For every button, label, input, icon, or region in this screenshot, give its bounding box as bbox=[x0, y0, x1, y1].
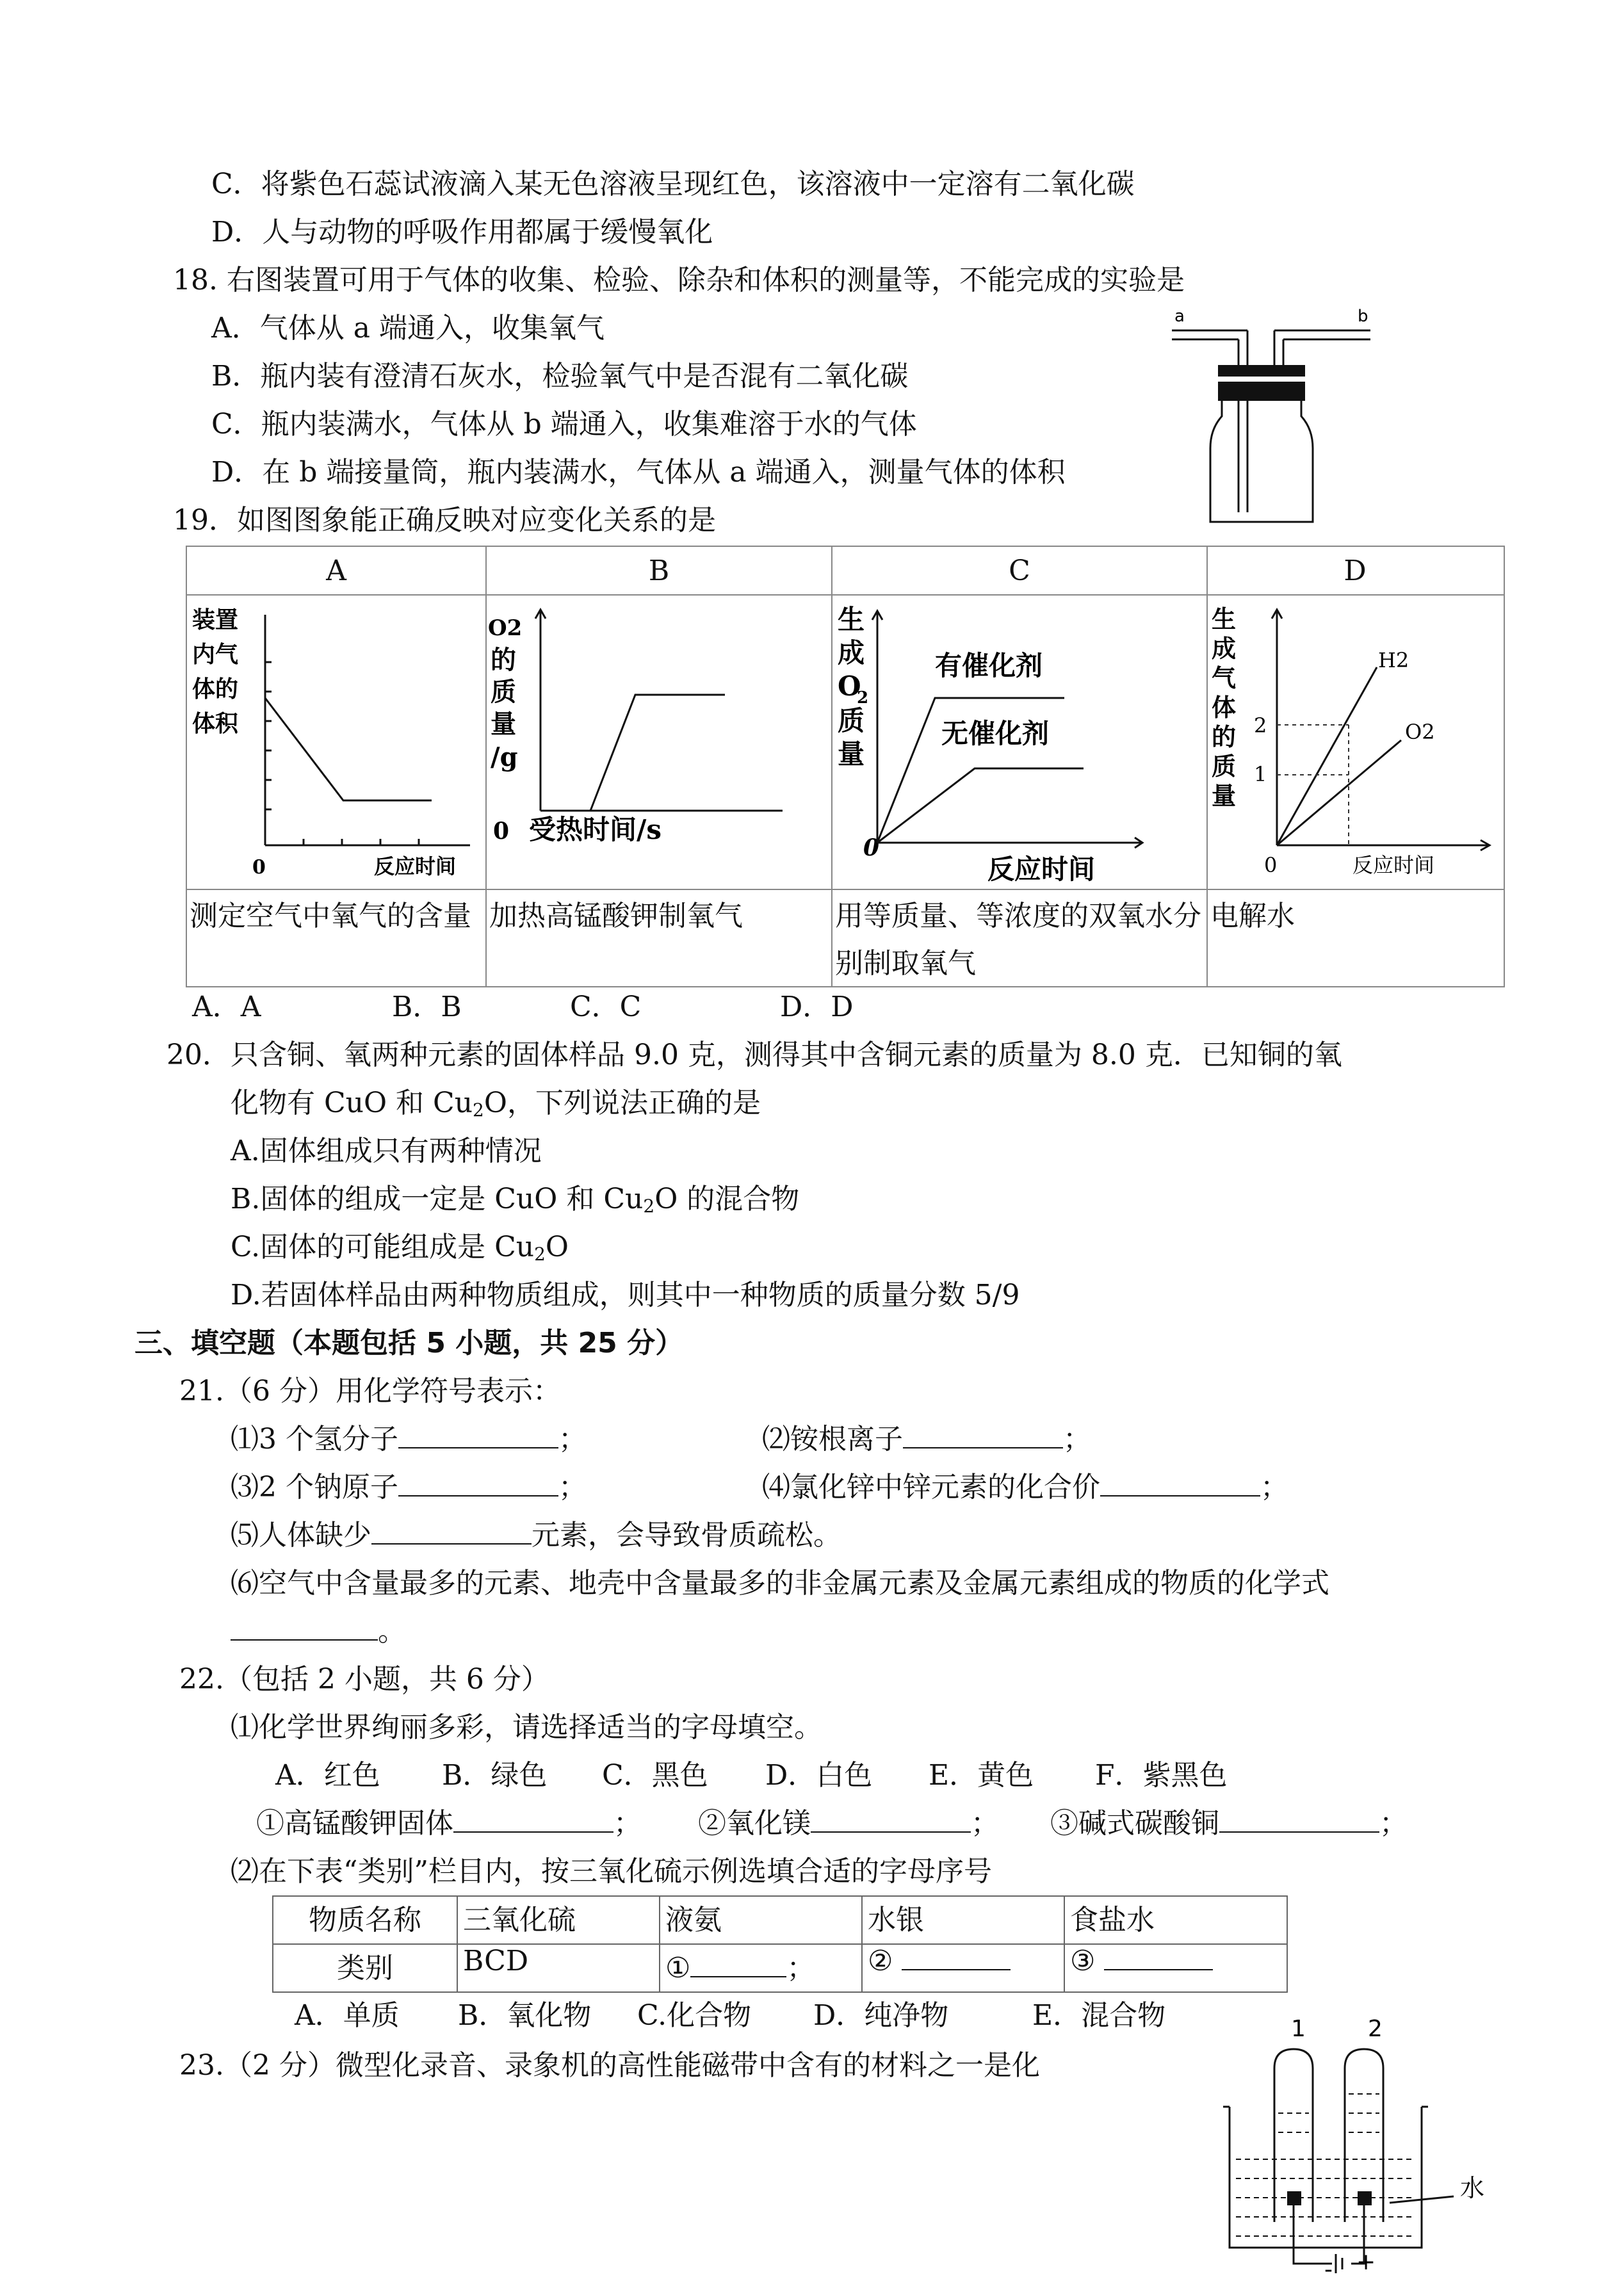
cat-option-d: D．纯净物 bbox=[813, 1999, 949, 2032]
graph-c bbox=[834, 596, 1206, 889]
cat-option-a: A．单质 bbox=[295, 1999, 400, 2032]
category-table bbox=[272, 1895, 1288, 1993]
graph-d bbox=[1209, 596, 1502, 889]
svg-text:有催化剂: 有催化剂 bbox=[935, 650, 1043, 681]
svg-text:反应时间: 反应时间 bbox=[987, 854, 1096, 885]
svg-text:-: - bbox=[1324, 2257, 1333, 2283]
answer-blank[interactable] bbox=[902, 1945, 1011, 1970]
svg-text:1: 1 bbox=[1254, 762, 1267, 786]
q22-fill-2: ②氧化镁 ； bbox=[698, 1807, 999, 1840]
svg-text:成: 成 bbox=[838, 637, 865, 669]
q22-part-2: ⑵在下表“类别”栏目内，按三氧化硫示例选填合适的字母序号 bbox=[231, 1855, 992, 1888]
svg-text:装置: 装置 bbox=[192, 606, 239, 633]
answer-blank[interactable] bbox=[903, 1423, 1063, 1448]
svg-text:量: 量 bbox=[838, 738, 865, 770]
q21-part-6: ⑹空气中含量最多的元素、地壳中含量最多的非金属元素及金属元素组成的物质的化学式 bbox=[231, 1567, 1329, 1600]
q17-option-d: D．人与动物的呼吸作用都属于缓慢氧化 bbox=[211, 216, 713, 248]
q21-part-1: ⑴3 个氢分子 ； bbox=[231, 1423, 587, 1456]
fig-label-a: a bbox=[1174, 307, 1185, 326]
q18-stem: 18. 右图装置可用于气体的收集、检验、除杂和体积的测量等，不能完成的实验是 bbox=[173, 264, 1185, 296]
table-cell: 食盐水 bbox=[1064, 1896, 1287, 1944]
q21-part-2: ⑵铵根离子 ； bbox=[762, 1423, 1091, 1456]
answer-blank[interactable] bbox=[1104, 1945, 1213, 1970]
answer-blank[interactable] bbox=[1219, 1807, 1379, 1833]
desc-d: 电解水 bbox=[1210, 900, 1295, 932]
table-cell-blank-3: ③ bbox=[1064, 1944, 1287, 1992]
q22-fill-3: ③碱式碳酸铜 ； bbox=[1050, 1807, 1408, 1840]
color-option-d: D．白色 bbox=[765, 1759, 873, 1792]
q22-stem: 22.（包括 2 小题，共 6 分） bbox=[179, 1663, 549, 1696]
svg-text:质: 质 bbox=[491, 677, 516, 707]
q21-part-4: ⑷氯化锌中锌元素的化合价 ； bbox=[762, 1471, 1288, 1504]
q20-option-b: B.固体的组成一定是 CuO 和 $Cu_2O$ 的混合物 bbox=[231, 1183, 800, 1217]
svg-text:的: 的 bbox=[491, 645, 516, 675]
svg-text:1: 1 bbox=[1291, 2016, 1306, 2042]
q21-part-6-answer: 。 bbox=[231, 1615, 406, 1648]
table-cell: 水银 bbox=[862, 1896, 1064, 1944]
q17-option-c: C．将紫色石蕊试液滴入某无色溶液呈现红色，该溶液中一定溶有二氧化碳 bbox=[211, 168, 1135, 200]
svg-text:/g: /g bbox=[491, 742, 518, 772]
desc-c: 用等质量、等浓度的双氧水分别制取氧气 bbox=[835, 900, 1201, 980]
desc-a: 测定空气中氧气的含量 bbox=[190, 900, 471, 932]
svg-text:体的: 体的 bbox=[192, 676, 239, 702]
svg-text:量: 量 bbox=[1212, 781, 1237, 810]
table-cell: 三氧化硫 bbox=[457, 1896, 660, 1944]
gas-bottle-figure bbox=[1165, 301, 1377, 534]
q18-option-c: C．瓶内装满水，气体从 b 端通入，收集难溶于水的气体 bbox=[211, 408, 917, 441]
svg-text:无催化剂: 无催化剂 bbox=[941, 718, 1050, 749]
svg-text:0: 0 bbox=[863, 834, 880, 861]
svg-text:+: + bbox=[1356, 2249, 1376, 2275]
svg-text:气: 气 bbox=[1212, 663, 1237, 692]
table-cell: 物质名称 bbox=[273, 1896, 457, 1944]
answer-blank[interactable] bbox=[690, 1952, 786, 1977]
svg-text:体: 体 bbox=[1212, 693, 1237, 722]
q19-option-d: D．D bbox=[780, 991, 854, 1023]
svg-text:的: 的 bbox=[1212, 722, 1237, 751]
col-header-a: A bbox=[326, 555, 346, 587]
section-3-title: 三、填空题（本题包括 5 小题，共 25 分） bbox=[134, 1327, 684, 1359]
table-cell-blank-2: ② bbox=[862, 1944, 1064, 1992]
q19-table bbox=[186, 546, 1505, 987]
svg-text:反应时间: 反应时间 bbox=[1352, 853, 1435, 877]
electrolysis-figure bbox=[1217, 2011, 1511, 2295]
svg-text:2: 2 bbox=[857, 688, 869, 708]
color-option-e: E．黄色 bbox=[929, 1759, 1034, 1792]
svg-text:质: 质 bbox=[838, 705, 865, 736]
answer-blank[interactable] bbox=[231, 1615, 378, 1641]
q20-stem-1: 20．只含铜、氧两种元素的固体样品 9.0 克，测得其中含铜元素的质量为 8.0 克．已知铜的氧 bbox=[166, 1039, 1342, 1071]
svg-text:反应时间: 反应时间 bbox=[374, 854, 457, 879]
color-option-f: F．紫黑色 bbox=[1095, 1759, 1228, 1792]
q20-option-d: D.若固体样品由两种物质组成，则其中一种物质的质量分数 5/9 bbox=[231, 1279, 1020, 1311]
answer-blank[interactable] bbox=[371, 1519, 532, 1545]
color-option-a: A．红色 bbox=[275, 1759, 380, 1792]
svg-text:受热时间/s: 受热时间/s bbox=[529, 814, 662, 845]
answer-blank[interactable] bbox=[453, 1807, 613, 1833]
svg-text:生: 生 bbox=[1212, 604, 1237, 633]
svg-text:2: 2 bbox=[1368, 2016, 1383, 2042]
table-cell-blank-1: ① ； bbox=[660, 1944, 862, 1992]
table-cell: 液氨 bbox=[660, 1896, 862, 1944]
svg-text:内气: 内气 bbox=[192, 641, 239, 668]
svg-text:质: 质 bbox=[1212, 752, 1237, 781]
col-header-c: C bbox=[1009, 555, 1030, 587]
q18-option-b: B．瓶内装有澄清石灰水，检验氧气中是否混有二氧化碳 bbox=[211, 360, 909, 393]
svg-text:O2: O2 bbox=[1405, 720, 1435, 744]
q20-option-a: A.固体组成只有两种情况 bbox=[231, 1135, 542, 1167]
answer-blank[interactable] bbox=[811, 1807, 971, 1833]
graph-a bbox=[188, 596, 485, 889]
cat-option-c: C.化合物 bbox=[637, 1999, 752, 2032]
q18-option-a: A．气体从 a 端通入，收集氧气 bbox=[211, 312, 605, 345]
table-cell: BCD bbox=[457, 1944, 660, 1992]
graph-b bbox=[488, 596, 831, 889]
q23-stem: 23.（2 分）微型化录音、录象机的高性能磁带中含有的材料之一是化 bbox=[179, 2049, 1040, 2082]
color-option-b: B．绿色 bbox=[442, 1759, 548, 1792]
svg-text:0: 0 bbox=[493, 818, 510, 845]
q21-part-5: ⑸人体缺少 元素，会导致骨质疏松。 bbox=[231, 1519, 841, 1552]
svg-text:0: 0 bbox=[1264, 853, 1278, 877]
svg-text:体积: 体积 bbox=[192, 710, 239, 737]
q22-part-1: ⑴化学世界绚丽多彩，请选择适当的字母填空。 bbox=[231, 1711, 822, 1744]
svg-text:生: 生 bbox=[838, 604, 865, 635]
q21-stem: 21.（6 分）用化学符号表示： bbox=[179, 1375, 561, 1407]
answer-blank[interactable] bbox=[398, 1423, 558, 1448]
desc-b: 加热高锰酸钾制氧气 bbox=[489, 900, 743, 932]
svg-text:O2: O2 bbox=[488, 615, 523, 641]
fig-label-b: b bbox=[1358, 307, 1368, 326]
cat-option-b: B．氧化物 bbox=[458, 1999, 592, 2032]
svg-text:水: 水 bbox=[1460, 2174, 1485, 2202]
answer-blank[interactable] bbox=[1100, 1471, 1260, 1496]
q19-stem: 19．如图图象能正确反映对应变化关系的是 bbox=[173, 504, 716, 537]
q20-option-c: C.固体的可能组成是 $Cu_2O$ bbox=[231, 1231, 569, 1265]
svg-text:O: O bbox=[838, 670, 861, 702]
table-cell: 类别 bbox=[273, 1944, 457, 1992]
q19-option-b: B．B bbox=[392, 991, 462, 1023]
color-option-c: C．黑色 bbox=[602, 1759, 708, 1792]
cat-option-e: E．混合物 bbox=[1032, 1999, 1166, 2032]
svg-text:H2: H2 bbox=[1378, 648, 1409, 672]
q19-option-a: A．A bbox=[192, 991, 261, 1023]
q18-option-d: D．在 b 端接量筒，瓶内装满水，气体从 a 端通入，测量气体的体积 bbox=[211, 456, 1066, 489]
svg-text:0: 0 bbox=[252, 856, 266, 879]
answer-blank[interactable] bbox=[398, 1471, 558, 1496]
q19-option-c: C．C bbox=[570, 991, 642, 1023]
q22-fill-1: ①高锰酸钾固体 ； bbox=[256, 1807, 642, 1840]
svg-text:成: 成 bbox=[1212, 634, 1237, 663]
svg-text:量: 量 bbox=[491, 709, 516, 739]
q21-part-3: ⑶2 个钠原子 ； bbox=[231, 1471, 587, 1504]
q20-stem-2: 化物有 CuO 和 $Cu_2O$，下列说法正确的是 bbox=[231, 1087, 761, 1121]
svg-text:2: 2 bbox=[1254, 713, 1267, 738]
col-header-d: D bbox=[1344, 555, 1367, 587]
col-header-b: B bbox=[648, 555, 670, 587]
